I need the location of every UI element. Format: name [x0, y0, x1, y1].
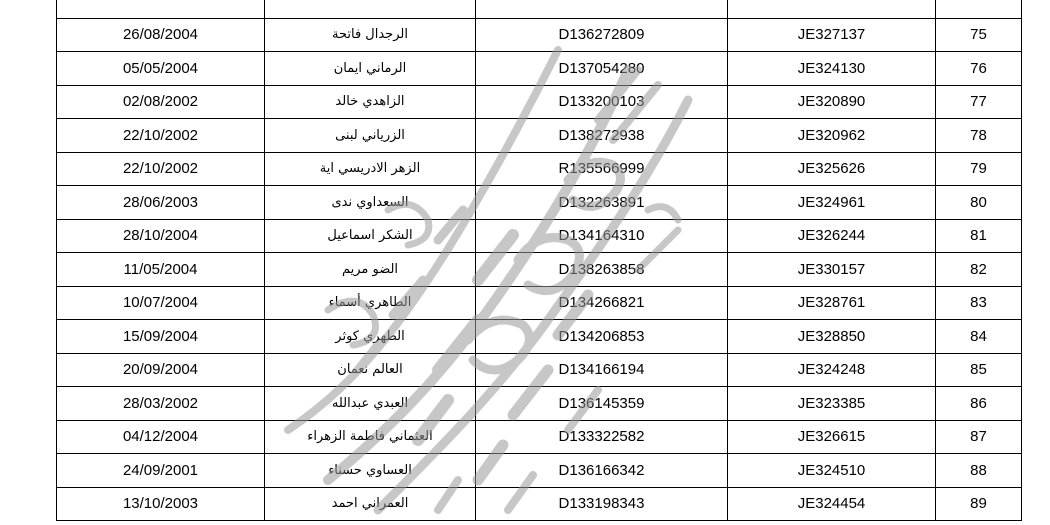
birth-date-cell: 13/10/2003 — [57, 487, 265, 521]
birth-date-cell: 28/06/2003 — [57, 186, 265, 220]
birth-date-cell: 22/10/2002 — [57, 152, 265, 186]
table-row — [57, 253, 1022, 287]
student-name-cell: العثماني فاطمة الزهراء — [265, 420, 476, 454]
student-name-cell: الزهر الادريسي اية — [265, 152, 476, 186]
row-number-cell: 77 — [936, 85, 1022, 119]
student-code-cell: JE324130 — [728, 52, 936, 86]
student-name-cell: الطاهري أسماء — [265, 286, 476, 320]
row-number-cell: 81 — [936, 219, 1022, 253]
student-name-cell: السعداوي ندى — [265, 186, 476, 220]
birth-date-cell: 26/08/2004 — [57, 18, 265, 52]
row-number-cell: 86 — [936, 387, 1022, 421]
birth-date-cell: 04/12/2004 — [57, 420, 265, 454]
table-row — [57, 454, 1022, 488]
row-number-cell: 82 — [936, 253, 1022, 287]
table-row — [57, 487, 1022, 521]
student-name-cell: العمراني احمد — [265, 487, 476, 521]
student-code-cell: JE325626 — [728, 152, 936, 186]
id-number-cell: D138272938 — [476, 119, 728, 153]
id-number-cell: D136272809 — [476, 18, 728, 52]
student-code-cell: JE323385 — [728, 387, 936, 421]
birth-date-cell: 15/09/2004 — [57, 320, 265, 354]
birth-date-cell: 28/03/2002 — [57, 387, 265, 421]
row-number-cell: 88 — [936, 454, 1022, 488]
student-name-cell: الشكر اسماعيل — [265, 219, 476, 253]
row-number-cell: 76 — [936, 52, 1022, 86]
student-code-cell: JE320962 — [728, 119, 936, 153]
birth-date-cell: 28/10/2004 — [57, 219, 265, 253]
id-number-cell: D134164310 — [476, 219, 728, 253]
id-number-cell: D133322582 — [476, 420, 728, 454]
table-row — [57, 387, 1022, 421]
row-number-cell: 84 — [936, 320, 1022, 354]
row-number-cell: 79 — [936, 152, 1022, 186]
row-number-cell: 78 — [936, 119, 1022, 153]
id-number-cell: D132263891 — [476, 186, 728, 220]
row-number-cell: 87 — [936, 420, 1022, 454]
id-number-cell: D134206853 — [476, 320, 728, 354]
row-number-cell: 89 — [936, 487, 1022, 521]
student-name-cell: الطهري كوثر — [265, 320, 476, 354]
student-code-cell: JE326615 — [728, 420, 936, 454]
student-code-cell: JE330157 — [728, 253, 936, 287]
table-row — [57, 186, 1022, 220]
student-name-cell: العالم نعمان — [265, 353, 476, 387]
student-name-cell: الرجدال فاتحة — [265, 18, 476, 52]
birth-date-cell: 11/05/2004 — [57, 253, 265, 287]
id-number-cell: R135566999 — [476, 152, 728, 186]
student-code-cell: JE324248 — [728, 353, 936, 387]
birth-date-cell: 05/05/2004 — [57, 52, 265, 86]
row-number-cell: 80 — [936, 186, 1022, 220]
id-number-cell: D137054280 — [476, 52, 728, 86]
table-row — [57, 320, 1022, 354]
student-name-cell: العبدي عبدالله — [265, 387, 476, 421]
birth-date-cell: 24/09/2001 — [57, 454, 265, 488]
id-number-cell: D136166342 — [476, 454, 728, 488]
birth-date-cell: 22/10/2002 — [57, 119, 265, 153]
student-name-cell: الزرياني لبنى — [265, 119, 476, 153]
student-name-cell: العساوي حسناء — [265, 454, 476, 488]
table-row — [57, 152, 1022, 186]
table-row-cut — [57, 0, 1022, 18]
row-number-cell: 85 — [936, 353, 1022, 387]
student-name-cell: الضو مريم — [265, 253, 476, 287]
id-number-cell: D134166194 — [476, 353, 728, 387]
birth-date-cell: 10/07/2004 — [57, 286, 265, 320]
results-table — [56, 0, 1022, 521]
birth-date-cell: 20/09/2004 — [57, 353, 265, 387]
student-code-cell: JE327137 — [728, 18, 936, 52]
id-number-cell: D133200103 — [476, 85, 728, 119]
birth-date-cell: 02/08/2002 — [57, 85, 265, 119]
table-row — [57, 119, 1022, 153]
student-code-cell: JE324961 — [728, 186, 936, 220]
row-number-cell: 75 — [936, 18, 1022, 52]
table-row — [57, 420, 1022, 454]
row-number-cell: 83 — [936, 286, 1022, 320]
id-number-cell: D138263858 — [476, 253, 728, 287]
id-number-cell: D136145359 — [476, 387, 728, 421]
student-name-cell: الزاهدي خالد — [265, 85, 476, 119]
student-code-cell: JE326244 — [728, 219, 936, 253]
table-row — [57, 52, 1022, 86]
table-row — [57, 85, 1022, 119]
id-number-cell: D134266821 — [476, 286, 728, 320]
table-row — [57, 353, 1022, 387]
table-body — [57, 0, 1022, 521]
student-name-cell: الرماني ايمان — [265, 52, 476, 86]
table-row — [57, 18, 1022, 52]
student-code-cell: JE324510 — [728, 454, 936, 488]
id-number-cell: D133198343 — [476, 487, 728, 521]
student-code-cell: JE328850 — [728, 320, 936, 354]
table-row — [57, 286, 1022, 320]
student-code-cell: JE320890 — [728, 85, 936, 119]
student-code-cell: JE328761 — [728, 286, 936, 320]
student-code-cell: JE324454 — [728, 487, 936, 521]
table-row — [57, 219, 1022, 253]
